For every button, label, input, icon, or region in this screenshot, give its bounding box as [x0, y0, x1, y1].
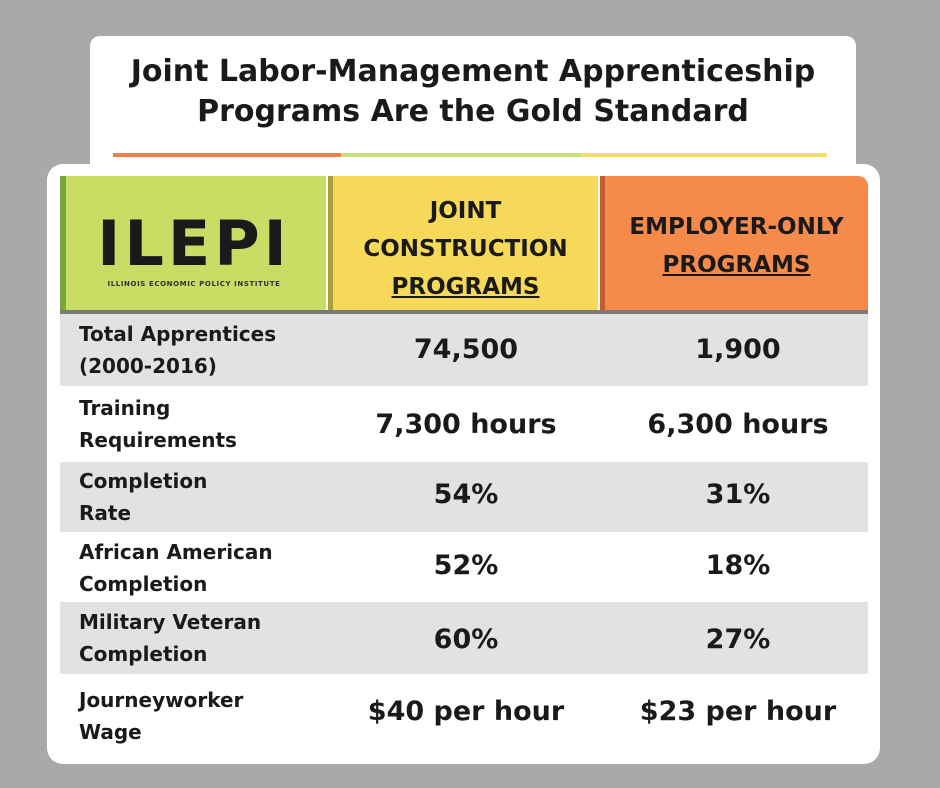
accent-bar-yellow [581, 153, 827, 157]
row-label [79, 392, 237, 456]
page-title [90, 52, 856, 132]
accent-bar-green [341, 153, 581, 157]
logo-header-cell [60, 176, 326, 310]
row-label-line-1: Journeyworker [79, 688, 244, 712]
joint-value: $40 per hour [367, 696, 565, 727]
row-label-line-1: Training [79, 396, 171, 420]
accent-bar-orange [113, 153, 341, 157]
table-row-military-veteran-completion [60, 602, 868, 674]
employer-value: 18% [705, 550, 771, 581]
row-label-line-1: Completion [79, 469, 208, 493]
employer-programs-header [600, 176, 868, 310]
employer-header-line-2: PROGRAMS [662, 252, 811, 278]
row-label-line-2: Completion [79, 572, 208, 596]
ilepi-logo-subtitle: ILLINOIS ECONOMIC POLICY INSTITUTE [107, 280, 281, 288]
joint-header-line-3: PROGRAMS [391, 274, 540, 300]
row-label-line-2: Requirements [79, 428, 237, 452]
employer-value: 6,300 hours [647, 409, 829, 440]
comparison-table [47, 164, 880, 764]
table-row-training-requirements [60, 386, 868, 462]
row-label-line-1: Total Apprentices [79, 322, 277, 346]
joint-header-line-1: JOINT [429, 198, 502, 224]
joint-value: 7,300 hours [375, 409, 557, 440]
table-row-journeyworker-wage [60, 674, 868, 752]
title-line-2: Programs Are the Gold Standard [197, 94, 749, 129]
row-label [79, 684, 243, 748]
employer-header-line-1: EMPLOYER-ONLY [629, 214, 844, 240]
joint-value: 54% [433, 479, 499, 510]
ilepi-logo: ILEPI [97, 207, 291, 280]
joint-value: 52% [433, 550, 499, 581]
employer-value: $23 per hour [639, 696, 837, 727]
employer-value: 27% [705, 624, 771, 655]
row-label-line-1: Military Veteran [79, 610, 262, 634]
row-label-line-2: Wage [79, 720, 142, 744]
table-row-total-apprentices [60, 314, 868, 386]
row-label-line-2: Rate [79, 501, 132, 525]
logo-stripe [60, 176, 66, 310]
row-label-line-2: (2000-2016) [79, 354, 217, 378]
employer-value: 31% [705, 479, 771, 510]
joint-value: 74,500 [413, 334, 519, 365]
employer-header-label [605, 208, 868, 284]
table-row-completion-rate [60, 462, 868, 532]
title-card [90, 36, 856, 176]
row-label-line-1: African American [79, 540, 273, 564]
row-label [79, 536, 273, 600]
joint-header-label [333, 192, 598, 306]
joint-header-line-2: CONSTRUCTION [363, 236, 568, 262]
joint-value: 60% [433, 624, 499, 655]
title-line-1: Joint Labor-Management Apprenticeship [130, 54, 816, 89]
row-label [79, 465, 207, 529]
table-row-african-american-completion [60, 532, 868, 602]
joint-programs-header [328, 176, 598, 310]
employer-value: 1,900 [695, 334, 781, 365]
row-label [79, 606, 261, 670]
row-label [79, 318, 276, 382]
row-label-line-2: Completion [79, 642, 208, 666]
